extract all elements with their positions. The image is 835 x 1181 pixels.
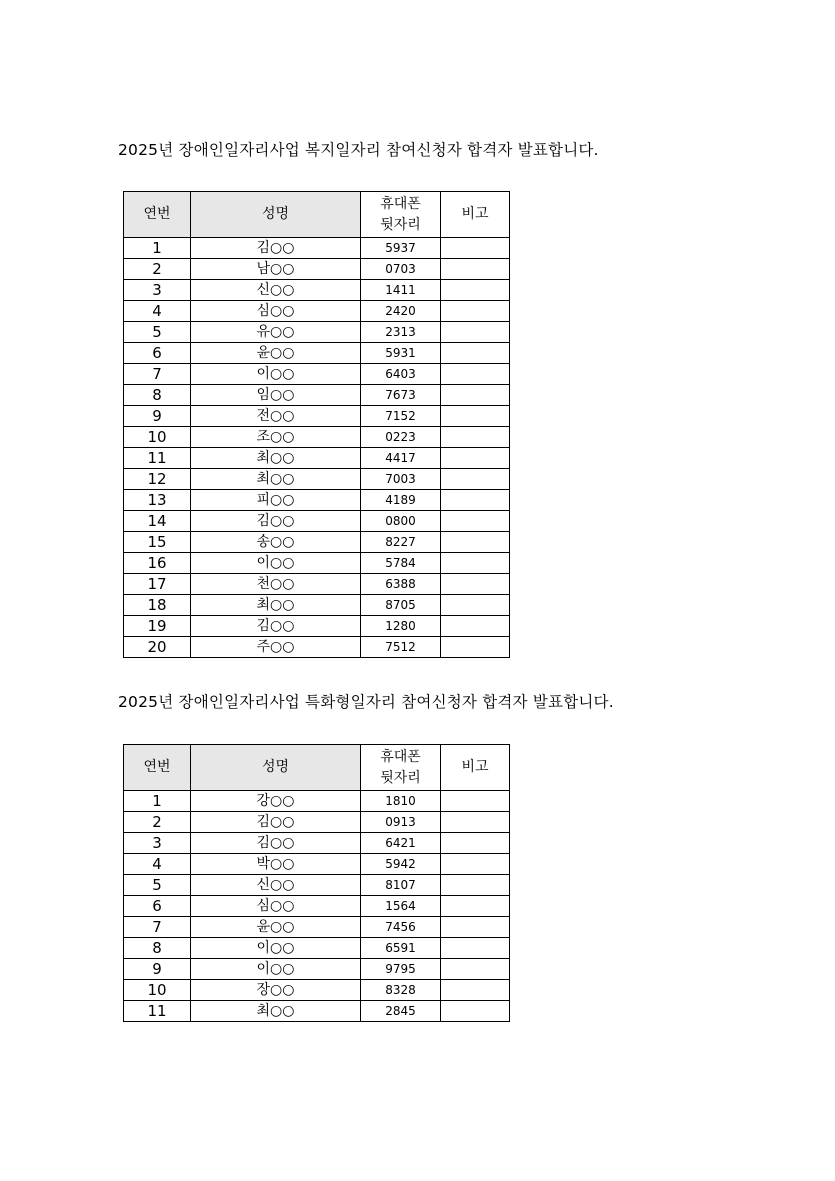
table-row	[124, 490, 510, 511]
cell-phone-last-digits: 7512	[361, 637, 441, 658]
cell-number: 15	[124, 532, 191, 553]
cell-phone-last-digits: 8705	[361, 595, 441, 616]
cell-name: 신○○	[191, 875, 361, 896]
cell-phone-last-digits: 5937	[361, 238, 441, 259]
cell-note	[441, 616, 510, 637]
cell-note	[441, 511, 510, 532]
cell-number: 13	[124, 490, 191, 511]
table-row	[124, 280, 510, 301]
cell-name: 윤○○	[191, 917, 361, 938]
cell-phone-last-digits: 0800	[361, 511, 441, 532]
cell-number: 5	[124, 875, 191, 896]
table-row	[124, 959, 510, 980]
cell-number: 8	[124, 385, 191, 406]
cell-phone-last-digits: 7152	[361, 406, 441, 427]
table-row	[124, 875, 510, 896]
cell-number: 9	[124, 959, 191, 980]
table-row	[124, 917, 510, 938]
cell-phone-last-digits: 0913	[361, 812, 441, 833]
cell-note	[441, 1001, 510, 1022]
cell-note	[441, 364, 510, 385]
cell-note	[441, 469, 510, 490]
cell-number: 5	[124, 322, 191, 343]
cell-note	[441, 448, 510, 469]
header-note: 비고	[441, 192, 510, 238]
cell-note	[441, 833, 510, 854]
cell-note	[441, 791, 510, 812]
cell-name: 임○○	[191, 385, 361, 406]
cell-note	[441, 406, 510, 427]
cell-phone-last-digits: 8328	[361, 980, 441, 1001]
table-body	[124, 238, 510, 658]
cell-name: 심○○	[191, 301, 361, 322]
cell-phone-last-digits: 6403	[361, 364, 441, 385]
cell-name: 전○○	[191, 406, 361, 427]
table-row	[124, 511, 510, 532]
cell-number: 11	[124, 1001, 191, 1022]
cell-number: 20	[124, 637, 191, 658]
cell-name: 이○○	[191, 938, 361, 959]
table-row	[124, 385, 510, 406]
header-phone-last-digits	[361, 192, 441, 238]
cell-note	[441, 959, 510, 980]
cell-phone-last-digits: 8227	[361, 532, 441, 553]
cell-number: 18	[124, 595, 191, 616]
cell-number: 8	[124, 938, 191, 959]
cell-note	[441, 385, 510, 406]
cell-note	[441, 917, 510, 938]
cell-phone-last-digits: 7003	[361, 469, 441, 490]
cell-phone-last-digits: 2420	[361, 301, 441, 322]
cell-name: 송○○	[191, 532, 361, 553]
table-row	[124, 259, 510, 280]
cell-note	[441, 322, 510, 343]
table-row	[124, 364, 510, 385]
cell-note	[441, 553, 510, 574]
cell-number: 11	[124, 448, 191, 469]
table-body	[124, 791, 510, 1022]
cell-note	[441, 854, 510, 875]
cell-phone-last-digits: 1280	[361, 616, 441, 637]
cell-phone-last-digits: 0223	[361, 427, 441, 448]
cell-name: 김○○	[191, 238, 361, 259]
cell-phone-last-digits: 1411	[361, 280, 441, 301]
cell-phone-last-digits: 7673	[361, 385, 441, 406]
header-phone-line1: 휴대폰	[380, 195, 421, 212]
header-number: 연번	[124, 745, 191, 791]
cell-number: 6	[124, 343, 191, 364]
cell-phone-last-digits: 1810	[361, 791, 441, 812]
cell-name: 김○○	[191, 812, 361, 833]
cell-note	[441, 896, 510, 917]
section-title-specialized: 2025년 장애인일자리사업 특화형일자리 참여신청자 합격자 발표합니다.	[118, 693, 614, 711]
cell-name: 천○○	[191, 574, 361, 595]
cell-number: 17	[124, 574, 191, 595]
results-table-welfare	[123, 191, 510, 658]
section-title-welfare: 2025년 장애인일자리사업 복지일자리 참여신청자 합격자 발표합니다.	[118, 141, 599, 159]
cell-note	[441, 490, 510, 511]
table-row	[124, 595, 510, 616]
cell-name: 김○○	[191, 833, 361, 854]
table-row	[124, 1001, 510, 1022]
cell-phone-last-digits: 4189	[361, 490, 441, 511]
table-row	[124, 637, 510, 658]
cell-note	[441, 532, 510, 553]
table-row	[124, 406, 510, 427]
cell-phone-last-digits: 6388	[361, 574, 441, 595]
cell-name: 심○○	[191, 896, 361, 917]
cell-name: 신○○	[191, 280, 361, 301]
cell-phone-last-digits: 5931	[361, 343, 441, 364]
cell-name: 김○○	[191, 616, 361, 637]
table-row	[124, 553, 510, 574]
cell-number: 4	[124, 301, 191, 322]
cell-number: 1	[124, 238, 191, 259]
cell-number: 2	[124, 812, 191, 833]
table-row	[124, 343, 510, 364]
cell-name: 강○○	[191, 791, 361, 812]
table-header-row	[124, 745, 510, 791]
cell-name: 남○○	[191, 259, 361, 280]
cell-name: 이○○	[191, 959, 361, 980]
header-note: 비고	[441, 745, 510, 791]
cell-number: 4	[124, 854, 191, 875]
table-row	[124, 532, 510, 553]
cell-number: 10	[124, 427, 191, 448]
cell-name: 김○○	[191, 511, 361, 532]
cell-phone-last-digits: 6421	[361, 833, 441, 854]
header-phone-line2: 뒷자리	[380, 216, 421, 233]
cell-name: 최○○	[191, 448, 361, 469]
cell-name: 최○○	[191, 469, 361, 490]
cell-name: 피○○	[191, 490, 361, 511]
cell-number: 14	[124, 511, 191, 532]
table-row	[124, 301, 510, 322]
table-row	[124, 938, 510, 959]
cell-note	[441, 343, 510, 364]
table-row	[124, 812, 510, 833]
table-row	[124, 980, 510, 1001]
cell-phone-last-digits: 6591	[361, 938, 441, 959]
cell-name: 최○○	[191, 1001, 361, 1022]
table-header-row	[124, 192, 510, 238]
table-row	[124, 238, 510, 259]
cell-phone-last-digits: 9795	[361, 959, 441, 980]
cell-note	[441, 980, 510, 1001]
cell-note	[441, 574, 510, 595]
cell-name: 박○○	[191, 854, 361, 875]
cell-note	[441, 637, 510, 658]
cell-phone-last-digits: 5784	[361, 553, 441, 574]
cell-phone-last-digits: 5942	[361, 854, 441, 875]
table-row	[124, 574, 510, 595]
cell-number: 3	[124, 833, 191, 854]
cell-note	[441, 259, 510, 280]
table-row	[124, 469, 510, 490]
cell-name: 장○○	[191, 980, 361, 1001]
cell-note	[441, 427, 510, 448]
cell-number: 3	[124, 280, 191, 301]
cell-number: 12	[124, 469, 191, 490]
cell-note	[441, 812, 510, 833]
cell-phone-last-digits: 8107	[361, 875, 441, 896]
cell-phone-last-digits: 0703	[361, 259, 441, 280]
table-row	[124, 448, 510, 469]
cell-name: 이○○	[191, 364, 361, 385]
cell-number: 10	[124, 980, 191, 1001]
cell-note	[441, 280, 510, 301]
cell-number: 16	[124, 553, 191, 574]
cell-number: 2	[124, 259, 191, 280]
table-row	[124, 322, 510, 343]
cell-phone-last-digits: 1564	[361, 896, 441, 917]
header-phone-last-digits	[361, 745, 441, 791]
header-name: 성명	[191, 192, 361, 238]
cell-phone-last-digits: 4417	[361, 448, 441, 469]
results-table-specialized	[123, 744, 510, 1022]
header-name: 성명	[191, 745, 361, 791]
table-row	[124, 427, 510, 448]
table-row	[124, 616, 510, 637]
cell-name: 최○○	[191, 595, 361, 616]
cell-note	[441, 595, 510, 616]
cell-number: 1	[124, 791, 191, 812]
table-row	[124, 833, 510, 854]
cell-phone-last-digits: 2845	[361, 1001, 441, 1022]
cell-phone-last-digits: 2313	[361, 322, 441, 343]
cell-note	[441, 875, 510, 896]
cell-name: 조○○	[191, 427, 361, 448]
cell-note	[441, 938, 510, 959]
cell-number: 9	[124, 406, 191, 427]
cell-number: 7	[124, 364, 191, 385]
cell-number: 7	[124, 917, 191, 938]
cell-name: 유○○	[191, 322, 361, 343]
cell-name: 주○○	[191, 637, 361, 658]
table-row	[124, 896, 510, 917]
cell-number: 19	[124, 616, 191, 637]
cell-number: 6	[124, 896, 191, 917]
cell-phone-last-digits: 7456	[361, 917, 441, 938]
cell-note	[441, 301, 510, 322]
cell-name: 윤○○	[191, 343, 361, 364]
header-phone-line1: 휴대폰	[380, 748, 421, 765]
cell-note	[441, 238, 510, 259]
cell-name: 이○○	[191, 553, 361, 574]
header-number: 연번	[124, 192, 191, 238]
header-phone-line2: 뒷자리	[380, 769, 421, 786]
table-row	[124, 854, 510, 875]
table-row	[124, 791, 510, 812]
